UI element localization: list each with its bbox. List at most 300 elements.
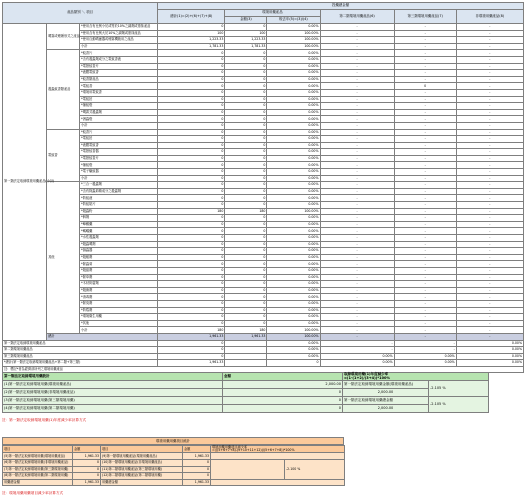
table-body	[3, 24, 524, 373]
value-cell: 0	[158, 228, 225, 235]
value-cell: -	[394, 287, 456, 294]
value-cell: 0.00%	[320, 353, 394, 360]
value-cell: -	[394, 195, 456, 202]
orange-left-label: (5)第一類法定取締環境用藥(環境用藥產品)	[3, 453, 73, 460]
value-cell: -	[456, 300, 523, 307]
item-label: *電熱蚊香器	[80, 149, 158, 156]
value-cell: -	[394, 30, 456, 37]
value-cell	[225, 360, 267, 367]
value-cell: 100	[225, 30, 267, 37]
value-cell: 0	[225, 56, 267, 63]
value-cell: 0	[158, 307, 225, 314]
value-cell: 0	[158, 175, 225, 182]
item-label: *滅蟲器	[80, 248, 158, 255]
orange-formula: =(((5+6+7+8)-(9+10+11+12))/(5+6+7+8))*100%	[212, 448, 295, 453]
subgroup-header: 環境用藥產品	[225, 10, 320, 17]
grand-total-row	[3, 333, 524, 340]
value-cell: -	[456, 202, 523, 209]
value-cell: -	[320, 320, 394, 327]
value-cell: -	[456, 96, 523, 103]
value-cell: -	[456, 89, 523, 96]
value-cell: -	[320, 274, 394, 281]
value-cell: -	[320, 169, 394, 176]
value-cell: 180	[158, 327, 225, 334]
value-cell: -	[320, 136, 394, 143]
green-rate: -2.105 %	[429, 381, 489, 397]
orange-left-amount: 0	[73, 460, 101, 467]
value-cell: -	[456, 50, 523, 57]
value-cell: 0	[225, 215, 267, 222]
value-cell: -	[394, 215, 456, 222]
value-cell: -	[456, 281, 523, 288]
value-cell: -	[320, 182, 394, 189]
table-row	[3, 208, 524, 215]
value-cell: 100.00%	[267, 37, 320, 44]
value-cell: -	[394, 281, 456, 288]
value-cell: -	[320, 314, 394, 321]
value-cell: -	[456, 30, 523, 37]
value-cell: -	[320, 175, 394, 182]
table-row	[3, 281, 524, 288]
value-cell: 0.00%	[267, 202, 320, 209]
value-cell: -	[320, 76, 394, 83]
value-cell: -	[394, 103, 456, 110]
value-cell: 0	[158, 235, 225, 242]
value-cell: -	[320, 89, 394, 96]
value-cell: 0.00%	[267, 195, 320, 202]
value-cell: -	[456, 182, 523, 189]
value-cell: 0.00%	[267, 182, 320, 189]
value-cell: 0.00%	[267, 83, 320, 90]
value-cell: -	[456, 142, 523, 149]
value-cell: 0.00%	[267, 89, 320, 96]
value-cell: 0	[225, 314, 267, 321]
value-cell: -	[394, 162, 456, 169]
value-cell: -	[456, 116, 523, 123]
table-row	[3, 267, 524, 274]
value-cell: 0.00%	[267, 149, 320, 156]
table-title: 產品類別 ＼ 項目	[3, 3, 158, 24]
value-cell: -	[394, 50, 456, 57]
value-cell: -	[394, 208, 456, 215]
value-cell: 0	[158, 241, 225, 248]
value-cell: 0	[225, 221, 267, 228]
value-cell: -	[456, 241, 523, 248]
value-cell: -	[394, 333, 456, 340]
summary-label: 第一類法定取締環境用藥產品	[3, 340, 158, 347]
value-cell: 0	[225, 287, 267, 294]
orange-row	[3, 460, 345, 467]
value-cell: -	[456, 129, 523, 136]
table-row	[3, 320, 524, 327]
value-cell: 0	[225, 228, 267, 235]
value-cell: -	[394, 96, 456, 103]
value-cell: 0	[225, 76, 267, 83]
value-cell: -	[456, 122, 523, 129]
green-row-label: (3)第一類法定取締環境用藥(第三類環境用藥)	[3, 397, 223, 405]
value-cell: 0	[225, 129, 267, 136]
table-row	[3, 215, 524, 222]
summary-label: 第二類環境用藥產品	[3, 347, 158, 354]
value-cell: 0	[158, 340, 225, 347]
value-cell: 1,961.33	[225, 333, 267, 340]
item-label: *殺蟲噴劑	[80, 241, 158, 248]
table-row	[3, 76, 524, 83]
value-cell: -	[456, 83, 523, 90]
value-cell: -	[456, 70, 523, 77]
value-cell	[225, 353, 267, 360]
value-cell: -	[394, 56, 456, 63]
value-cell: 0	[225, 320, 267, 327]
col-ratio: 較去年(5)=(3)/(4)	[267, 17, 320, 24]
value-cell: -	[394, 175, 456, 182]
value-cell: -	[456, 109, 523, 116]
value-cell: 0	[158, 261, 225, 268]
orange-body	[3, 453, 345, 486]
green-row-amount: 0	[223, 389, 343, 397]
value-cell: 0.00%	[267, 63, 320, 70]
value-cell: -	[456, 327, 523, 334]
value-cell: 0.00%	[267, 136, 320, 143]
item-label: *木材防腐劑	[80, 281, 158, 288]
value-cell: -	[320, 202, 394, 209]
value-cell: -	[394, 89, 456, 96]
value-cell: 0	[158, 122, 225, 129]
value-cell: 0	[158, 103, 225, 110]
value-cell: -	[394, 24, 456, 31]
green-right-title	[343, 373, 489, 381]
value-cell: -	[456, 221, 523, 228]
green-title: 第一類法定取締環境用藥統計	[3, 373, 223, 381]
value-cell: 0	[158, 215, 225, 222]
value-cell: 100.00%	[267, 327, 320, 334]
value-cell: -	[456, 248, 523, 255]
value-cell: 0	[225, 169, 267, 176]
value-cell: 0	[158, 50, 225, 57]
table-row	[3, 202, 524, 209]
value-cell: 0	[225, 175, 267, 182]
value-cell: -	[394, 314, 456, 321]
value-cell: -	[394, 294, 456, 301]
value-cell: 0	[225, 83, 267, 90]
value-cell: 0.00%	[267, 215, 320, 222]
value-cell: -	[320, 287, 394, 294]
value-cell: 0.00%	[394, 353, 456, 360]
value-cell: 0.00%	[267, 142, 320, 149]
value-cell: 0	[225, 248, 267, 255]
value-cell	[225, 340, 267, 347]
table-row	[3, 235, 524, 242]
value-cell: 0	[158, 347, 225, 354]
item-label: *三合一殺蟲劑	[80, 182, 158, 189]
value-cell: 1,961.33	[158, 360, 225, 367]
value-cell: 0	[158, 267, 225, 274]
value-cell: -	[320, 327, 394, 334]
value-cell: 0.00%	[267, 267, 320, 274]
value-cell: -	[320, 195, 394, 202]
value-cell: 0	[158, 182, 225, 189]
value-cell: 100.00%	[267, 333, 320, 340]
value-cell: 0.00%	[267, 24, 320, 31]
col-b3: 第三類環境用藥產品(7)	[394, 10, 456, 24]
value-cell: 0.00%	[267, 261, 320, 268]
value-cell: 0.00%	[267, 248, 320, 255]
orange-mid-amount: 1,961.33	[183, 479, 211, 486]
value-cell: -	[456, 103, 523, 110]
value-cell: -	[394, 109, 456, 116]
value-cell: 1,223.33	[158, 37, 225, 44]
table-row	[3, 122, 524, 129]
value-cell: -	[394, 63, 456, 70]
orange-col-item: 項目	[3, 446, 73, 453]
item-label: 小計	[80, 43, 158, 50]
value-cell: -	[456, 169, 523, 176]
value-cell: 0	[158, 300, 225, 307]
table-row	[3, 116, 524, 123]
green-row-amount: 0	[223, 397, 343, 405]
item-label: 小計	[80, 122, 158, 129]
category-one-stats-table	[2, 372, 489, 413]
value-cell: -	[320, 347, 394, 354]
value-cell: 0.00%	[267, 320, 320, 327]
value-cell: -	[394, 347, 456, 354]
item-label: *水性殺蟲劑	[80, 235, 158, 242]
item-label: *蟑螂藥	[80, 221, 158, 228]
value-cell: -	[456, 162, 523, 169]
orange-left-amount: 0	[73, 473, 101, 480]
value-cell: 0.00%	[320, 360, 394, 367]
value-cell: 0.00%	[267, 241, 320, 248]
table-row	[3, 221, 524, 228]
value-cell: 0	[158, 63, 225, 70]
value-cell: -	[320, 241, 394, 248]
table-row	[3, 169, 524, 176]
value-cell: 0	[225, 63, 267, 70]
group-header: 投藥總金額	[158, 3, 524, 10]
value-cell: -	[320, 50, 394, 57]
value-cell: -	[394, 320, 456, 327]
value-cell: 180	[225, 327, 267, 334]
value-cell: 0.00%	[267, 103, 320, 110]
value-cell: 180	[158, 208, 225, 215]
table-row	[3, 261, 524, 268]
value-cell: 0.00%	[267, 287, 320, 294]
value-cell: 0.00%	[267, 122, 320, 129]
value-cell: 0	[225, 294, 267, 301]
value-cell: -	[320, 122, 394, 129]
orange-left-label: 用藥總金額	[3, 479, 73, 486]
value-cell: -	[320, 116, 394, 123]
green-calc-value: 2,000.00	[343, 405, 429, 413]
value-cell: -	[320, 83, 394, 90]
value-cell: 0	[158, 136, 225, 143]
value-cell: -	[456, 155, 523, 162]
value-cell: 0	[158, 188, 225, 195]
value-cell: -	[394, 221, 456, 228]
item-label: *液體電蚊香	[80, 70, 158, 77]
orange-calc-blank	[211, 460, 285, 480]
table-row	[3, 136, 524, 143]
value-cell: -	[320, 109, 394, 116]
value-cell: -	[320, 261, 394, 268]
table-row	[3, 96, 524, 103]
orange-mid-label: (10)第一類環境用藥產品(非環境用藥產品)	[101, 460, 183, 467]
value-cell: 0	[225, 202, 267, 209]
table-row	[3, 155, 524, 162]
value-cell: -	[456, 320, 523, 327]
value-cell: -	[394, 182, 456, 189]
value-cell: 0	[158, 83, 225, 90]
value-cell: -	[320, 228, 394, 235]
value-cell: 0	[267, 360, 320, 367]
table-row	[3, 182, 524, 189]
value-cell: -	[394, 261, 456, 268]
value-cell: -	[456, 188, 523, 195]
item-label: *除臭劑	[80, 300, 158, 307]
green-row-label: (2)第一類法定取締環境用藥(非環境用藥產品)	[3, 389, 223, 397]
table-row	[3, 314, 524, 321]
value-cell: 1,781.33	[158, 43, 225, 50]
value-cell: 0	[225, 188, 267, 195]
value-cell: -	[394, 116, 456, 123]
value-cell: 0	[158, 76, 225, 83]
value-cell: 0.00%	[267, 254, 320, 261]
table-row	[3, 248, 524, 255]
value-cell: 0	[225, 261, 267, 268]
item-label: *含有殺蟲劑成分之電蚊香液	[80, 56, 158, 63]
item-label: *電蚊拍	[80, 136, 158, 143]
value-cell: 0	[225, 136, 267, 143]
item-label: *其他	[80, 320, 158, 327]
value-cell: 100	[158, 30, 225, 37]
value-cell: 0.00%	[456, 347, 523, 354]
value-cell: -	[456, 215, 523, 222]
value-cell: 0	[158, 109, 225, 116]
value-cell: 0	[225, 155, 267, 162]
value-cell: -	[456, 136, 523, 143]
item-label: *除草劑	[80, 274, 158, 281]
value-cell: 0	[158, 142, 225, 149]
value-cell: 0	[225, 89, 267, 96]
orange-col-amount: 金額	[73, 446, 101, 453]
item-label: *防蚊貼片	[80, 202, 158, 209]
value-cell: -	[456, 294, 523, 301]
table-row	[3, 327, 524, 334]
value-cell: 0	[225, 142, 267, 149]
value-cell: 100.00%	[267, 208, 320, 215]
item-label: *消毒劑	[80, 294, 158, 301]
value-cell: -	[394, 43, 456, 50]
value-cell: 0.00%	[267, 294, 320, 301]
table-row	[3, 188, 524, 195]
value-cell: -	[456, 24, 523, 31]
green-row-label: (1)第一類法定取締環境用藥(環境用藥產品)	[3, 381, 223, 389]
value-cell: -	[320, 149, 394, 156]
value-cell: -	[456, 208, 523, 215]
item-label: *使用含有比例小於或等於10%之調劑或塗抹產品	[80, 24, 158, 31]
value-cell: -	[320, 221, 394, 228]
value-cell: 0	[225, 254, 267, 261]
item-label: *殺鼠劑	[80, 267, 158, 274]
value-cell: -	[394, 300, 456, 307]
green-formula: =(1-(1+2)/(3+4))*100%	[344, 375, 390, 380]
orange-empty	[211, 479, 345, 486]
value-cell: 0.00%	[267, 347, 320, 354]
value-cell: 0.00%	[267, 70, 320, 77]
value-cell: 0.00%	[267, 307, 320, 314]
orange-right-header	[211, 446, 345, 453]
value-cell: -	[456, 43, 523, 50]
item-label: *殺菌劑	[80, 287, 158, 294]
table-row	[3, 37, 524, 44]
item-label: *含有除蟲菊精成分之殺蟲劑	[80, 188, 158, 195]
value-cell: 1,961.33	[158, 333, 225, 340]
value-cell: 0	[158, 96, 225, 103]
value-cell: 0	[225, 267, 267, 274]
value-cell: 0	[225, 281, 267, 288]
item-label: *殺蛆劑	[80, 254, 158, 261]
table-row	[3, 63, 524, 70]
value-cell: -	[320, 294, 394, 301]
value-cell	[225, 347, 267, 354]
value-cell: -	[456, 228, 523, 235]
value-cell: -	[320, 162, 394, 169]
value-cell: 0	[225, 109, 267, 116]
value-cell: -	[456, 175, 523, 182]
value-cell: 0.00%	[456, 340, 523, 347]
value-cell: -	[320, 56, 394, 63]
value-cell: 0	[158, 116, 225, 123]
section-label: 其他	[47, 182, 80, 334]
table-row	[3, 50, 524, 57]
value-cell: 0	[158, 294, 225, 301]
green-note: 註：第一類法定取締環境用藥(1)年度減少率計算方式	[2, 418, 87, 422]
value-cell: 0	[225, 50, 267, 57]
value-cell: 0.00%	[267, 300, 320, 307]
value-cell: 0	[225, 103, 267, 110]
value-cell: 0	[225, 300, 267, 307]
item-label: *殺蟲粉	[80, 208, 158, 215]
value-cell: 0	[158, 202, 225, 209]
orange-left-amount: 1,961.33	[73, 453, 101, 460]
value-cell: 0	[158, 221, 225, 228]
value-cell: 0	[225, 182, 267, 189]
value-cell: -	[320, 129, 394, 136]
table-row	[3, 287, 524, 294]
table-row	[3, 129, 524, 136]
orange-col-amount-2: 金額	[183, 446, 211, 453]
item-label: *蚊香類產品	[80, 76, 158, 83]
value-cell: -	[394, 307, 456, 314]
table-row	[3, 149, 524, 156]
value-cell: 0	[158, 56, 225, 63]
value-cell: -	[394, 274, 456, 281]
value-cell: -	[394, 202, 456, 209]
value-cell: 0	[158, 287, 225, 294]
value-cell: -	[320, 248, 394, 255]
value-cell: -	[394, 149, 456, 156]
value-cell: -	[456, 56, 523, 63]
value-cell: -	[394, 37, 456, 44]
value-cell: 0.00%	[456, 353, 523, 360]
value-cell: -	[456, 254, 523, 261]
value-cell: -	[320, 267, 394, 274]
item-label: *噴霧式殺蟲劑	[80, 109, 158, 116]
value-cell: 0.00%	[267, 228, 320, 235]
value-cell: -	[320, 215, 394, 222]
value-cell: -	[456, 267, 523, 274]
value-cell: 0	[225, 116, 267, 123]
